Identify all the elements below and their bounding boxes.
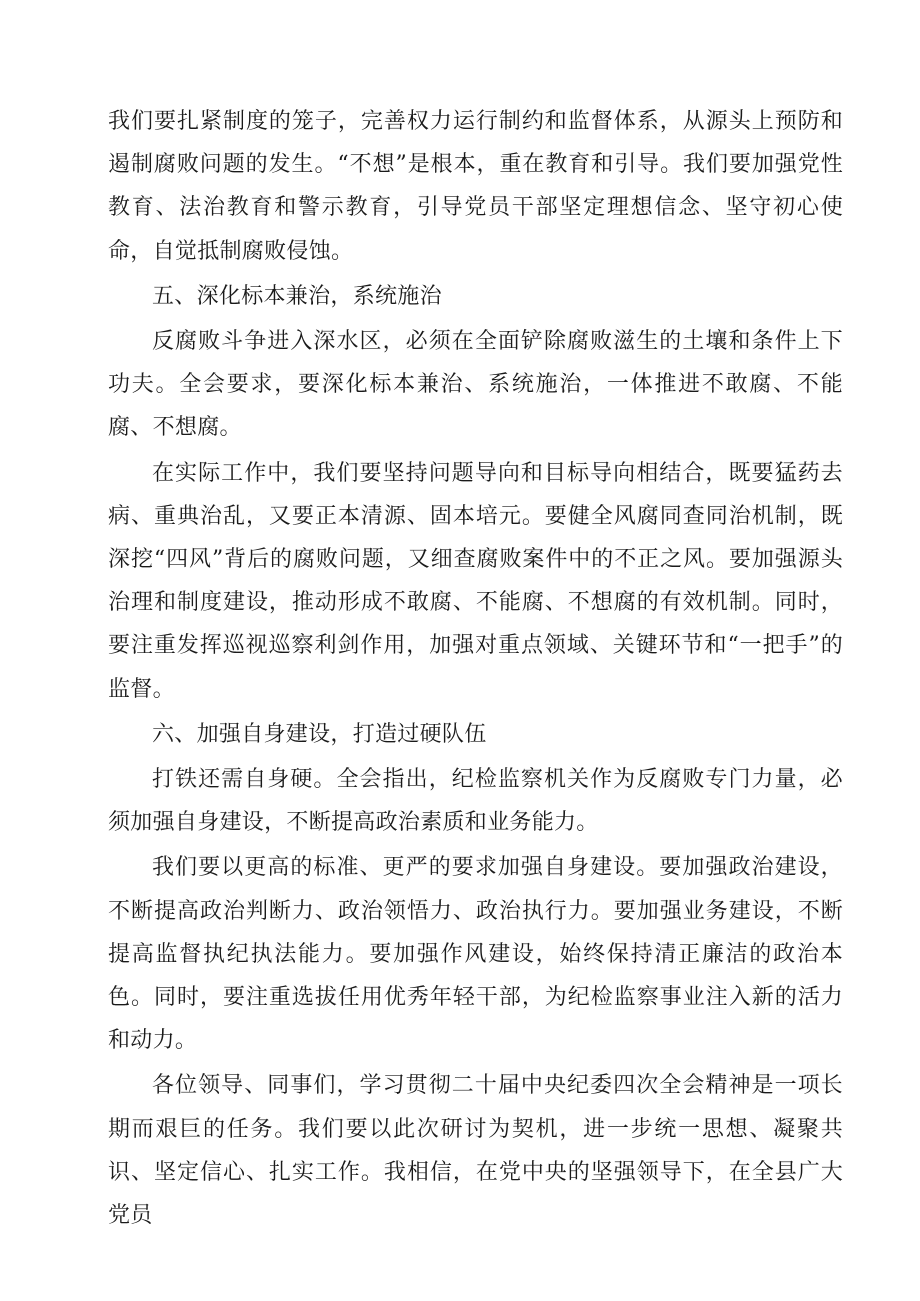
paragraph: 各位领导、同事们，学习贯彻二十届中央纪委四次全会精神是一项长期而艰巨的任务。我们要以此次研讨为契机，进一步统一思想、凝聚共识、坚定信心、扎实工作。我相信，在党中央的坚强领导下，在全县广大党员 (108, 1073, 843, 1229)
section-heading: 六、加强自身建设，打造过硬队伍 (152, 721, 487, 747)
section-heading: 五、深化标本兼治，系统施治 (152, 283, 442, 309)
document-page (108, 100, 843, 1239)
paragraph: 反腐败斗争进入深水区，必须在全面铲除腐败滋生的土壤和条件上下功夫。全会要求，要深化标本兼治、系统施治，一体推进不敢腐、不能腐、不想腐。 (108, 329, 843, 441)
paragraph: 我们要扎紧制度的笼子，完善权力运行制约和监督体系，从源头上预防和遏制腐败问题的发生。“不想”是根本，重在教育和引导。我们要加强党性教育、法治教育和警示教育，引导党员干部坚定理想信念、坚守初心使命，自觉抵制腐败侵蚀。 (108, 109, 843, 264)
paragraph: 打铁还需自身硬。全会指出，纪检监察机关作为反腐败专门力量，必须加强自身建设，不断提高政治素质和业务能力。 (108, 767, 843, 836)
paragraph: 在实际工作中，我们要坚持问题导向和目标导向相结合，既要猛药去病、重典治乱，又要正本清源、固本培元。要健全风腐同查同治机制，既深挖“四风”背后的腐败问题，又细查腐败案件中的不正之风。要加强源头治理和制度建设，推动形成不敢腐、不能腐、不想腐的有效机制。同时，要注重发挥巡视巡察利剑作用，加强对重点领域、关键环节和“一把手”的监督。 (108, 460, 843, 702)
paragraph: 我们要以更高的标准、更严的要求加强自身建设。要加强政治建设，不断提高政治判断力、政治领悟力、政治执行力。要加强业务建设，不断提高监督执纪执法能力。要加强作风建设，始终保持清正廉洁的政治本色。同时，要注重选拔任用优秀年轻干部，为纪检监察事业注入新的活力和动力。 (108, 855, 843, 1054)
